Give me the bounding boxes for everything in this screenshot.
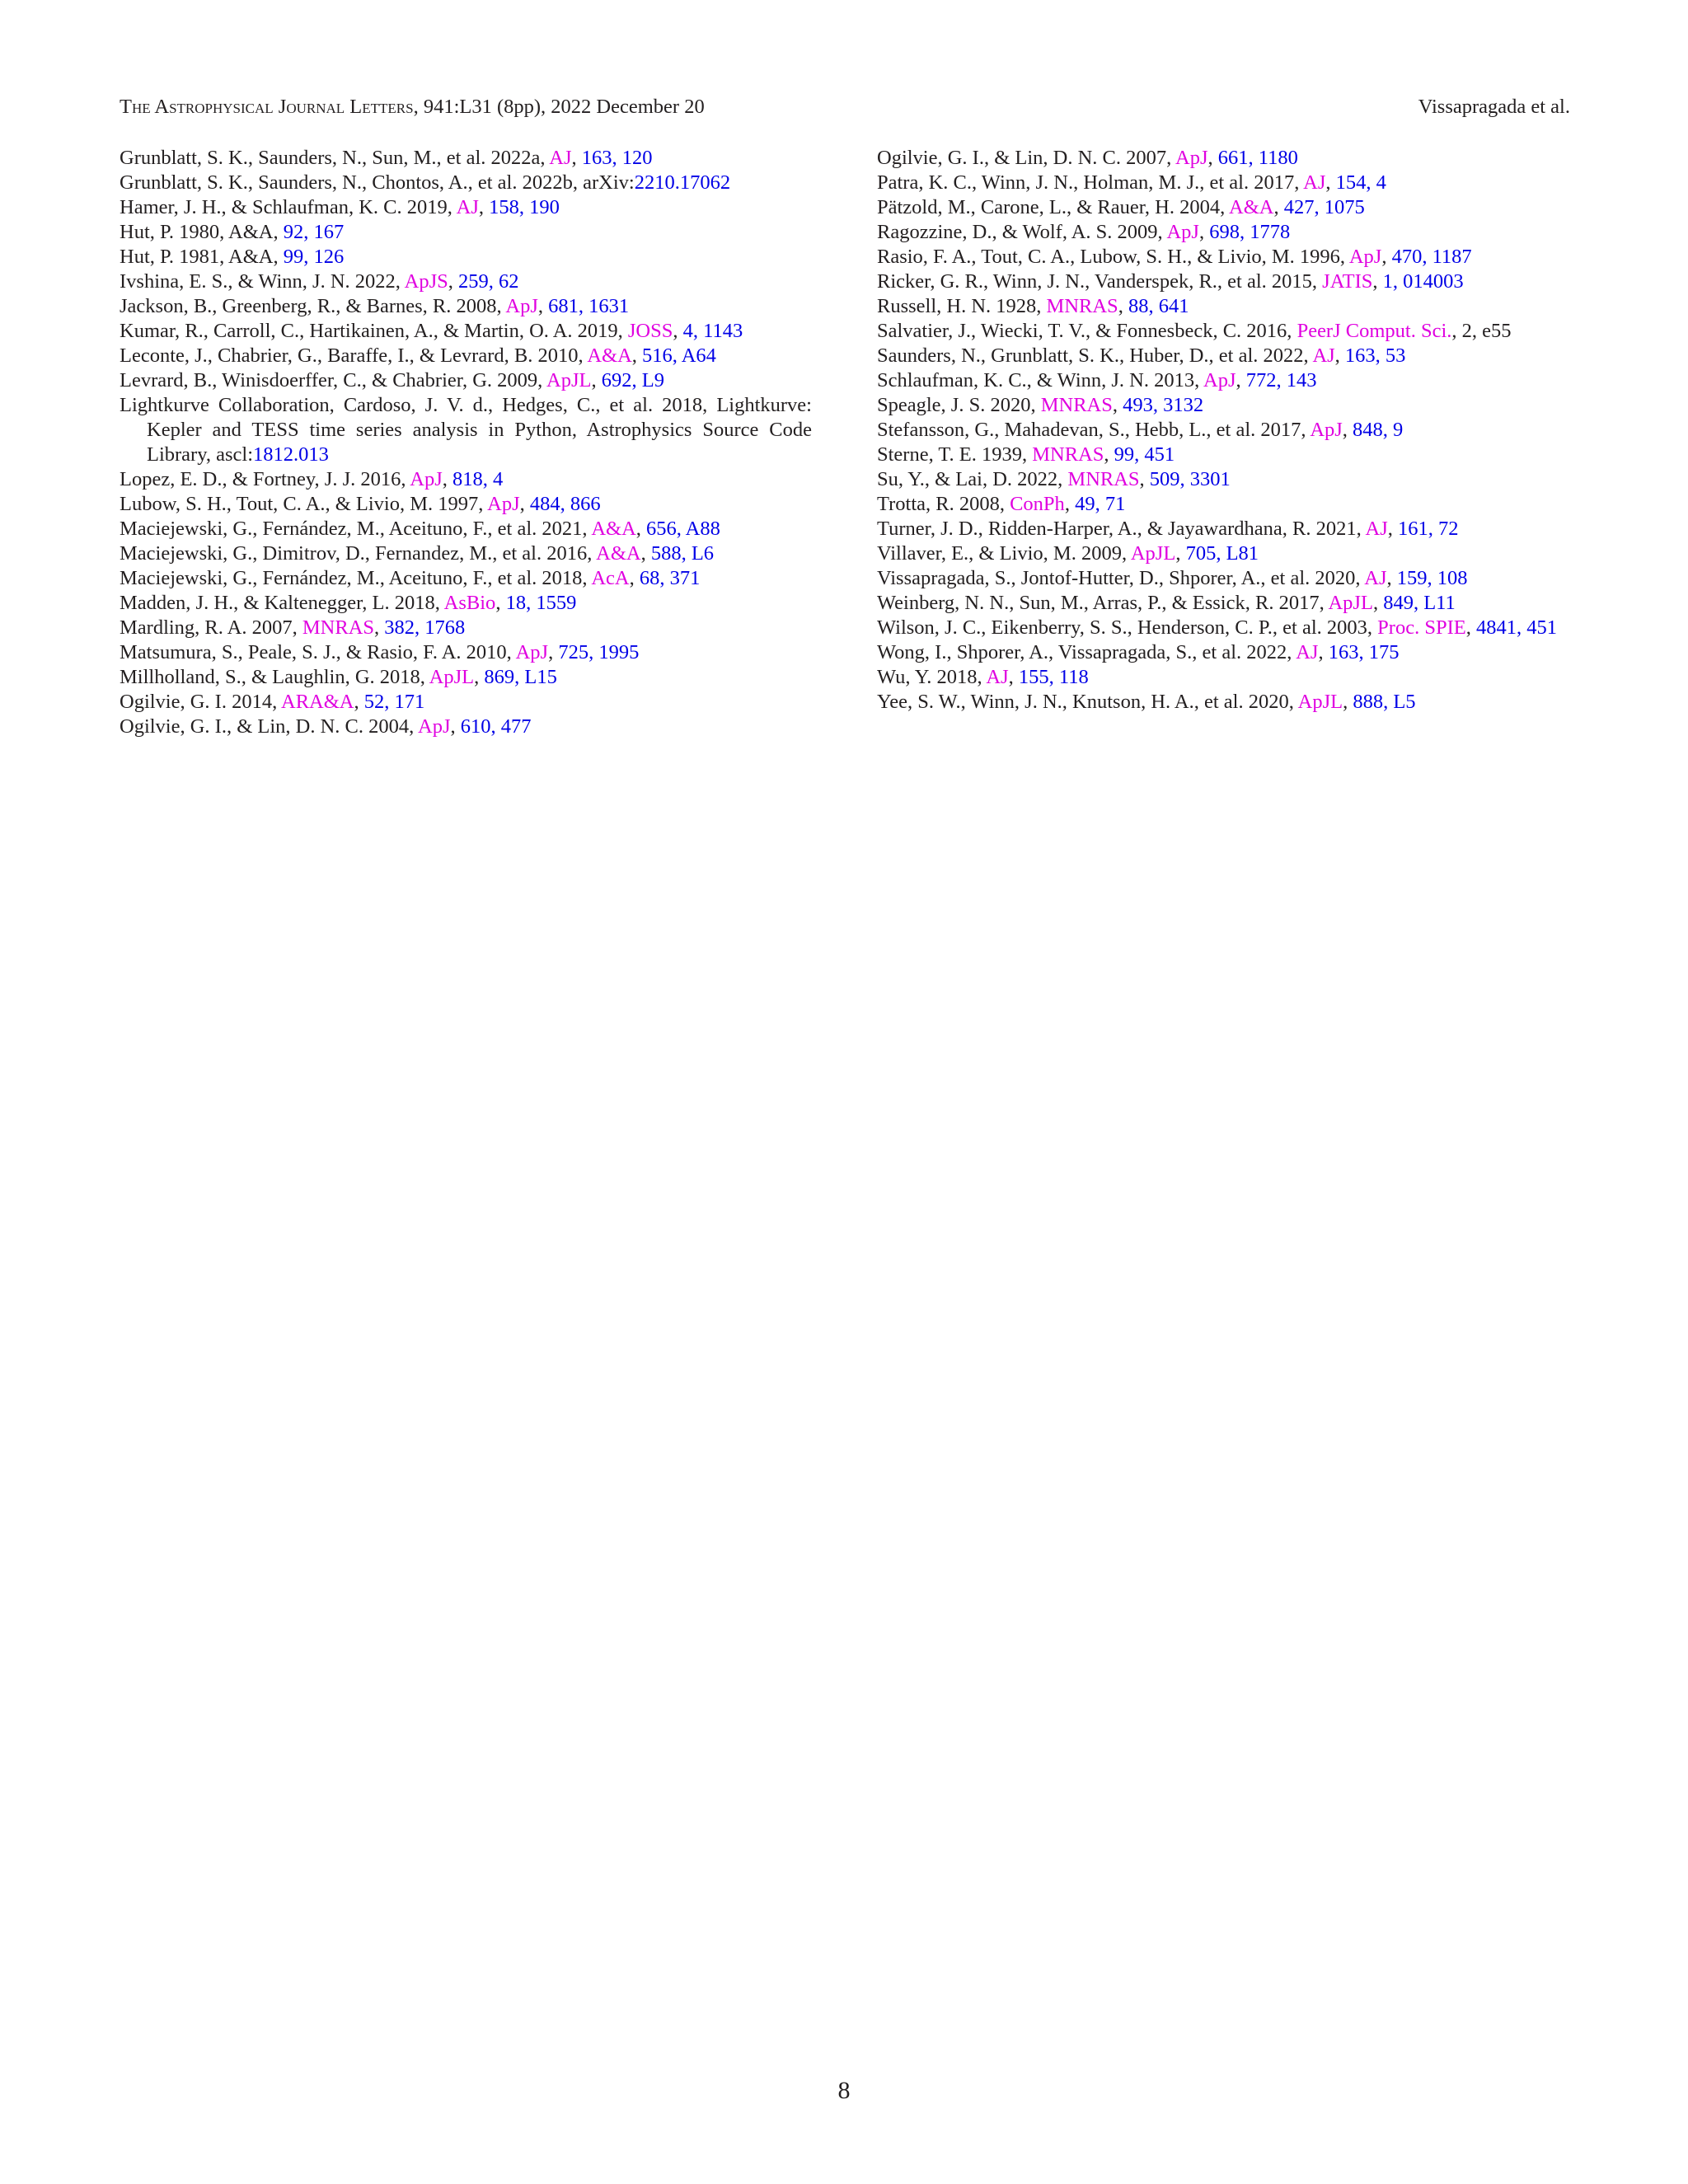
reference-text: Wong, I., Shporer, A., Vissapragada, S., et al. 2022, (877, 641, 1296, 663)
reference-entry (877, 344, 1569, 368)
separator: , (1104, 443, 1114, 466)
reference-text: Lightkurve Collaboration, Cardoso, J. V. d., Hedges, C., et al. 2018, Lightkurve: Kepler and TESS time series analysis in Python, Astrophysics Source Code Library, ascl: (120, 394, 812, 466)
volume-page-link[interactable]: 154, 4 (1335, 171, 1386, 194)
journal-link[interactable]: MNRAS (302, 616, 375, 639)
separator: , (1343, 691, 1353, 713)
reference-entry (120, 640, 812, 665)
reference-entry (120, 616, 812, 640)
volume-page-link[interactable]: 516, A64 (642, 344, 716, 367)
reference-text: Levrard, B., Winisdoerffer, C., & Chabrier, G. 2009, (120, 369, 547, 391)
separator: , (1236, 369, 1246, 391)
separator: , (442, 468, 453, 490)
reference-entry (877, 566, 1569, 591)
separator: , (1387, 518, 1399, 540)
volume-page-link[interactable]: 848, 9 (1353, 419, 1404, 441)
journal-link[interactable]: AJ (456, 196, 479, 218)
reference-text: Maciejewski, G., Dimitrov, D., Fernandez, M., et al. 2016, (120, 542, 597, 565)
volume-page-link[interactable]: 158, 190 (489, 196, 560, 218)
separator: , (478, 196, 490, 218)
journal-link[interactable]: AJ (1365, 518, 1388, 540)
citation-info: , 941:L31 (8pp), 2022 December 20 (413, 96, 705, 118)
reference-text: Salvatier, J., Wiecki, T. V., & Fonnesbeck, C. 2016, (877, 320, 1297, 342)
reference-text: Weinberg, N. N., Sun, M., Arras, P., & Essick, R. 2017, (877, 592, 1329, 614)
reference-entry (877, 467, 1569, 492)
reference-entry (877, 616, 1569, 640)
reference-text: Ogilvie, G. I., & Lin, D. N. C. 2004, (120, 715, 419, 738)
journal-link[interactable]: AJ (549, 147, 572, 169)
separator: , (1175, 542, 1186, 565)
journal-link[interactable]: MNRAS (1046, 295, 1118, 317)
reference-entry (120, 591, 812, 616)
volume-page-link[interactable]: 427, 1075 (1283, 196, 1365, 218)
journal-link[interactable]: AcA (591, 567, 630, 589)
journal-link[interactable]: ApJ (515, 641, 549, 663)
journal-link[interactable]: A&A (596, 542, 641, 565)
reference-entry (877, 220, 1569, 245)
volume-page-link[interactable]: 159, 108 (1396, 567, 1468, 589)
separator: , (519, 493, 530, 515)
separator: , (629, 567, 640, 589)
volume-page-link[interactable]: 155, 118 (1018, 666, 1089, 688)
reference-text: Stefansson, G., Mahadevan, S., Hebb, L., et al. 2017, (877, 419, 1311, 441)
reference-entry (877, 541, 1569, 566)
separator: , (1118, 295, 1128, 317)
reference-column-right (877, 146, 1569, 715)
journal-link[interactable]: PeerJ Comput. Sci. (1296, 320, 1452, 342)
volume-page-link[interactable]: 772, 143 (1245, 369, 1317, 391)
volume-page-link[interactable]: 661, 1180 (1217, 147, 1298, 169)
journal-link[interactable]: JATIS (1322, 270, 1373, 293)
separator: , (1139, 468, 1150, 490)
journal-link[interactable]: MNRAS (1040, 394, 1113, 416)
reference-text: Ogilvie, G. I. 2014, (120, 691, 281, 713)
reference-text: Jackson, B., Greenberg, R., & Barnes, R. 2008, (120, 295, 506, 317)
journal-link[interactable]: ApJ (1348, 246, 1382, 268)
reference-text: Lubow, S. H., Tout, C. A., & Livio, M. 1997, (120, 493, 488, 515)
reference-entry (877, 393, 1569, 418)
reference-text: Ricker, G. R., Winn, J. N., Vanderspek, R., et al. 2015, (877, 270, 1323, 293)
volume-page-link[interactable]: 382, 1768 (384, 616, 466, 639)
reference-entry (120, 294, 812, 319)
reference-text: Su, Y., & Lai, D. 2022, (877, 468, 1068, 490)
volume-page-link[interactable]: 99, 126 (283, 246, 345, 268)
volume-page-link[interactable]: 163, 120 (581, 147, 653, 169)
volume-page-link[interactable]: 484, 866 (529, 493, 601, 515)
volume-page-link[interactable]: 4841, 451 (1475, 616, 1557, 639)
reference-text: Grunblatt, S. K., Saunders, N., Sun, M., et al. 2022a, (120, 147, 550, 169)
reference-entry (120, 368, 812, 393)
reference-entry (120, 541, 812, 566)
reference-text: Speagle, J. S. 2020, (877, 394, 1041, 416)
journal-link[interactable]: ApJL (1328, 592, 1373, 614)
journal-link[interactable]: AJ (1312, 344, 1335, 367)
journal-link[interactable]: ApJ (1175, 147, 1208, 169)
separator: , (450, 715, 461, 738)
volume-page-link[interactable]: 725, 1995 (558, 641, 640, 663)
reference-text: Russell, H. N. 1928, (877, 295, 1047, 317)
journal-link[interactable]: ApJ (1166, 221, 1199, 243)
journal-link[interactable]: ApJL (429, 666, 475, 688)
separator: , (1342, 419, 1353, 441)
volume-page-link[interactable]: 52, 171 (363, 691, 425, 713)
journal-link[interactable]: A&A (591, 518, 636, 540)
reference-text: Saunders, N., Grunblatt, S. K., Huber, D., et al. 2022, (877, 344, 1313, 367)
reference-entry (877, 690, 1569, 715)
reference-text: Pätzold, M., Carone, L., & Rauer, H. 2004, (877, 196, 1230, 218)
volume-page-link[interactable]: 2210.17062 (634, 171, 731, 194)
separator: , (1381, 246, 1392, 268)
volume-page-link[interactable]: 681, 1631 (548, 295, 630, 317)
reference-entry (877, 319, 1569, 344)
reference-text: Turner, J. D., Ridden-Harper, A., & Jayawardhana, R. 2021, (877, 518, 1366, 540)
volume-page-link[interactable]: 163, 175 (1328, 641, 1400, 663)
reference-text: Leconte, J., Chabrier, G., Baraffe, I., & Levrard, B. 2010, (120, 344, 588, 367)
reference-entry (877, 591, 1569, 616)
reference-text: Villaver, E., & Livio, M. 2009, (877, 542, 1131, 565)
reference-entry (120, 690, 812, 715)
journal-link[interactable]: ApJ (1310, 419, 1343, 441)
reference-entry (120, 517, 812, 541)
reference-entry (120, 319, 812, 344)
separator: , (1112, 394, 1123, 416)
reference-text: Kumar, R., Carroll, C., Hartikainen, A., & Martin, O. A. 2019, (120, 320, 628, 342)
volume-page-link[interactable]: 869, L15 (484, 666, 557, 688)
volume-page-link[interactable]: 4, 1143 (682, 320, 743, 342)
volume-page-link[interactable]: 849, L11 (1383, 592, 1456, 614)
reference-text: Lopez, E. D., & Fortney, J. J. 2016, (120, 468, 410, 490)
reference-entry (877, 492, 1569, 517)
volume-page-link[interactable]: 1812.013 (253, 443, 329, 466)
journal-link[interactable]: MNRAS (1032, 443, 1104, 466)
volume-page-link[interactable]: 92, 167 (283, 221, 345, 243)
separator: , (1318, 641, 1329, 663)
reference-text: Ogilvie, G. I., & Lin, D. N. C. 2007, (877, 147, 1176, 169)
separator: , (631, 344, 643, 367)
journal-link[interactable]: ARA&A (281, 691, 354, 713)
journal-link[interactable]: A&A (1229, 196, 1274, 218)
separator: , (1334, 344, 1345, 367)
journal-link[interactable]: ApJ (487, 493, 520, 515)
reference-text: Maciejewski, G., Fernández, M., Aceituno, F., et al. 2018, (120, 567, 592, 589)
volume-page-link[interactable]: 692, L9 (601, 369, 664, 391)
volume-page-link[interactable]: 163, 53 (1344, 344, 1406, 367)
reference-entry (120, 344, 812, 368)
reference-entry (120, 492, 812, 517)
reference-text: Schlaufman, K. C., & Winn, J. N. 2013, (877, 369, 1203, 391)
volume-page-link[interactable]: 818, 4 (452, 468, 504, 490)
volume-page-link[interactable]: 18, 1559 (505, 592, 577, 614)
journal-link[interactable]: ApJ (418, 715, 451, 738)
separator: , (635, 518, 647, 540)
journal-link[interactable]: Proc. SPIE (1377, 616, 1466, 639)
separator: , (1372, 592, 1384, 614)
separator: , (537, 295, 549, 317)
reference-entry (120, 467, 812, 492)
reference-entry (120, 566, 812, 591)
separator: , (1386, 567, 1397, 589)
reference-entry (877, 269, 1569, 294)
volume-page-link[interactable]: 698, 1778 (1209, 221, 1291, 243)
page-number: 8 (837, 2077, 851, 2104)
reference-entry (120, 195, 812, 220)
journal-link[interactable]: AJ (1303, 171, 1326, 194)
journal-link[interactable]: ConPh (1010, 493, 1065, 515)
reference-entry (877, 517, 1569, 541)
reference-text: Trotta, R. 2008, (877, 493, 1010, 515)
separator: , (1273, 196, 1284, 218)
reference-text: Wu, Y. 2018, (877, 666, 987, 688)
separator: , (571, 147, 582, 169)
reference-tail: , 2, e55 (1451, 320, 1512, 342)
volume-page-link[interactable]: 888, L5 (1353, 691, 1416, 713)
volume-page-link[interactable]: 88, 641 (1128, 295, 1189, 317)
reference-text: Hamer, J. H., & Schlaufman, K. C. 2019, (120, 196, 457, 218)
journal-link[interactable]: ApJL (546, 369, 592, 391)
reference-text: Millholland, S., & Laughlin, G. 2018, (120, 666, 429, 688)
separator: , (548, 641, 559, 663)
reference-entry (877, 294, 1569, 319)
reference-text: Matsumura, S., Peale, S. J., & Rasio, F. A. 2010, (120, 641, 516, 663)
journal-name: The Astrophysical Journal Letters (120, 96, 414, 118)
volume-page-link[interactable]: 509, 3301 (1149, 468, 1231, 490)
separator: , (1207, 147, 1218, 169)
separator: , (673, 320, 683, 342)
journal-link[interactable]: A&A (587, 344, 632, 367)
reference-text: Ivshina, E. S., & Winn, J. N. 2022, (120, 270, 405, 293)
journal-link[interactable]: ApJ (505, 295, 538, 317)
volume-page-link[interactable]: 470, 1187 (1391, 246, 1472, 268)
reference-text: Wilson, J. C., Eikenberry, S. S., Henderson, C. P., et al. 2003, (877, 616, 1378, 639)
separator: , (591, 369, 602, 391)
separator: , (374, 616, 385, 639)
separator: , (474, 666, 485, 688)
journal-link[interactable]: ApJ (410, 468, 443, 490)
journal-link[interactable]: ApJS (404, 270, 448, 293)
journal-link[interactable]: ApJ (1203, 369, 1236, 391)
reference-text: Hut, P. 1980, A&A, (120, 221, 284, 243)
volume-page-link[interactable]: 161, 72 (1398, 518, 1459, 540)
reference-entry (120, 171, 812, 195)
volume-page-link[interactable]: 259, 62 (458, 270, 519, 293)
reference-entry (877, 665, 1569, 690)
volume-page-link[interactable]: 49, 71 (1075, 493, 1126, 515)
reference-text: Patra, K. C., Winn, J. N., Holman, M. J., et al. 2017, (877, 171, 1304, 194)
reference-text: Mardling, R. A. 2007, (120, 616, 302, 639)
journal-link[interactable]: AsBio (443, 592, 496, 614)
separator: , (1008, 666, 1019, 688)
reference-entry (120, 665, 812, 690)
reference-text: Grunblatt, S. K., Saunders, N., Chontos, A., et al. 2022b, arXiv: (120, 171, 635, 194)
reference-entry (877, 443, 1569, 467)
header-journal-citation (120, 91, 705, 124)
reference-entry (120, 245, 812, 269)
volume-page-link[interactable]: 493, 3132 (1123, 394, 1204, 416)
reference-entry (120, 146, 812, 171)
separator: , (1372, 270, 1383, 293)
reference-text: Rasio, F. A., Tout, C. A., Lubow, S. H., & Livio, M. 1996, (877, 246, 1349, 268)
separator: , (354, 691, 364, 713)
reference-entry (877, 640, 1569, 665)
volume-page-link[interactable]: 68, 371 (639, 567, 701, 589)
journal-link[interactable]: MNRAS (1067, 468, 1140, 490)
separator: , (1198, 221, 1210, 243)
separator: , (640, 542, 651, 565)
journal-link[interactable]: AJ (1364, 567, 1387, 589)
volume-page-link[interactable]: 588, L6 (650, 542, 715, 565)
reference-text: Yee, S. W., Winn, J. N., Knutson, H. A., et al. 2020, (877, 691, 1298, 713)
reference-text: Madden, J. H., & Kaltenegger, L. 2018, (120, 592, 444, 614)
reference-entry (120, 220, 812, 245)
reference-entry (877, 245, 1569, 269)
separator: , (1325, 171, 1336, 194)
separator: , (448, 270, 459, 293)
running-header (120, 91, 1570, 124)
reference-text: Maciejewski, G., Fernández, M., Aceituno, F., et al. 2021, (120, 518, 592, 540)
reference-text: Vissapragada, S., Jontof-Hutter, D., Shporer, A., et al. 2020, (877, 567, 1365, 589)
journal-link[interactable]: ApJL (1297, 691, 1343, 713)
reference-entry (120, 269, 812, 294)
reference-text: Ragozzine, D., & Wolf, A. S. 2009, (877, 221, 1167, 243)
reference-entry (877, 418, 1569, 443)
journal-link[interactable]: AJ (1296, 641, 1319, 663)
journal-link[interactable]: ApJL (1130, 542, 1176, 565)
volume-page-link[interactable]: 99, 451 (1114, 443, 1175, 466)
volume-page-link[interactable]: 656, A88 (646, 518, 720, 540)
volume-page-link[interactable]: 1, 014003 (1382, 270, 1464, 293)
reference-text: Sterne, T. E. 1939, (877, 443, 1033, 466)
separator: , (1465, 616, 1476, 639)
header-authors: Vissapragada et al. (1418, 96, 1570, 118)
journal-link[interactable]: AJ (986, 666, 1009, 688)
reference-entry (877, 195, 1569, 220)
reference-text: Hut, P. 1981, A&A, (120, 246, 284, 268)
separator: , (1064, 493, 1076, 515)
reference-entry (877, 368, 1569, 393)
journal-link[interactable]: JOSS (627, 320, 673, 342)
reference-entry (120, 393, 812, 467)
reference-entry (120, 715, 812, 739)
separator: , (495, 592, 506, 614)
volume-page-link[interactable]: 705, L81 (1185, 542, 1259, 565)
reference-column-left (120, 146, 812, 739)
reference-entry (877, 171, 1569, 195)
reference-entry (877, 146, 1569, 171)
volume-page-link[interactable]: 610, 477 (460, 715, 532, 738)
